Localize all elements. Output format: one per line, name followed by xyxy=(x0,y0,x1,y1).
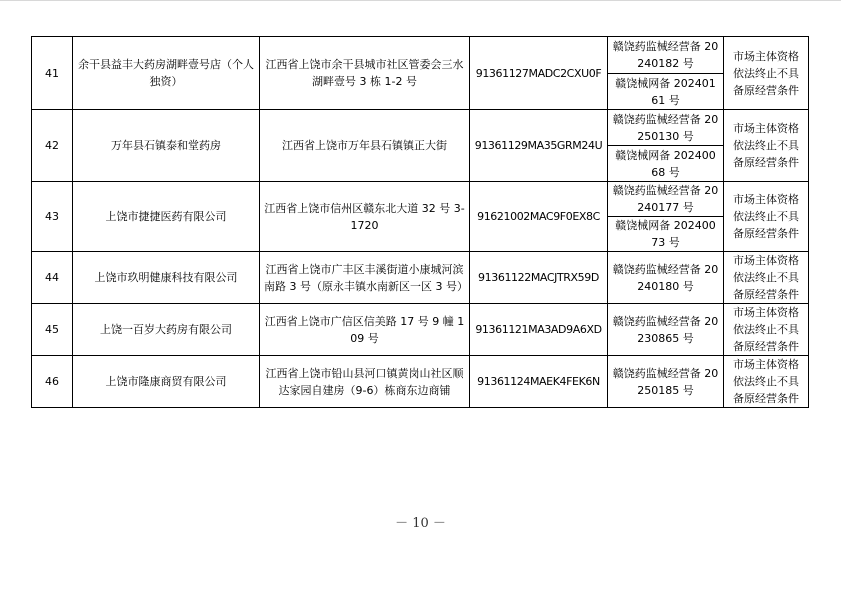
license-number: 赣饶药监械经营备 20240177 号 xyxy=(608,182,724,217)
table-row xyxy=(32,356,809,408)
row-number: 45 xyxy=(32,304,73,356)
company-address: 江西省上饶市铅山县河口镇黄岗山社区顺达家园自建房（9-6）栋商东边商铺 xyxy=(260,356,470,408)
row-number: 46 xyxy=(32,356,73,408)
credit-code: 91361129MA35GRM24U xyxy=(470,110,608,182)
company-name: 上饶市捷捷医药有限公司 xyxy=(73,182,260,252)
company-name: 上饶市隆康商贸有限公司 xyxy=(73,356,260,408)
company-name: 余干县益丰大药房湖畔壹号店（个人独资） xyxy=(73,37,260,110)
company-address: 江西省上饶市余干县城市社区管委会三水湖畔壹号 3 栋 1-2 号 xyxy=(260,37,470,110)
company-name: 上饶一百岁大药房有限公司 xyxy=(73,304,260,356)
company-address: 江西省上饶市广丰区丰溪街道小康城河滨南路 3 号（原永丰镇水南新区一区 3 号） xyxy=(260,252,470,304)
row-number: 44 xyxy=(32,252,73,304)
cancellation-reason: 市场主体资格依法终止不具备原经营条件 xyxy=(724,304,809,356)
table-row xyxy=(32,37,809,74)
credit-code: 91361127MADC2CXU0F xyxy=(470,37,608,110)
company-address: 江西省上饶市信州区赣东北大道 32 号 3-1720 xyxy=(260,182,470,252)
table-row xyxy=(32,304,809,356)
license-number: 赣饶械网备 20240161 号 xyxy=(608,74,724,110)
records-table xyxy=(31,36,809,408)
credit-code: 91621002MAC9F0EX8C xyxy=(470,182,608,252)
license-number: 赣饶药监械经营备 20250130 号 xyxy=(608,110,724,146)
row-number: 43 xyxy=(32,182,73,252)
license-number: 赣饶械网备 20240068 号 xyxy=(608,146,724,182)
license-number: 赣饶药监械经营备 20240180 号 xyxy=(608,252,724,304)
credit-code: 91361122MACJTRX59D xyxy=(470,252,608,304)
license-number: 赣饶药监械经营备 20230865 号 xyxy=(608,304,724,356)
cancellation-reason: 市场主体资格依法终止不具备原经营条件 xyxy=(724,182,809,252)
page-number: － 10 － xyxy=(395,516,446,531)
cancellation-reason: 市场主体资格依法终止不具备原经营条件 xyxy=(724,356,809,408)
license-number: 赣饶药监械经营备 20250185 号 xyxy=(608,356,724,408)
cancellation-reason: 市场主体资格依法终止不具备原经营条件 xyxy=(724,252,809,304)
credit-code: 91361121MA3AD9A6XD xyxy=(470,304,608,356)
table-row xyxy=(32,252,809,304)
credit-code: 91361124MAEK4FEK6N xyxy=(470,356,608,408)
company-address: 江西省上饶市万年县石镇镇正大街 xyxy=(260,110,470,182)
table-row xyxy=(32,182,809,217)
table-row xyxy=(32,110,809,146)
license-number: 赣饶药监械经营备 20240182 号 xyxy=(608,37,724,74)
license-number: 赣饶械网备 20240073 号 xyxy=(608,217,724,252)
cancellation-reason: 市场主体资格依法终止不具备原经营条件 xyxy=(724,110,809,182)
page-top-rule xyxy=(0,0,841,1)
records-table-body xyxy=(32,37,809,408)
row-number: 42 xyxy=(32,110,73,182)
company-name: 上饶市玖明健康科技有限公司 xyxy=(73,252,260,304)
row-number: 41 xyxy=(32,37,73,110)
cancellation-reason: 市场主体资格依法终止不具备原经营条件 xyxy=(724,37,809,110)
company-name: 万年县石镇泰和堂药房 xyxy=(73,110,260,182)
company-address: 江西省上饶市广信区信美路 17 号 9 幢 109 号 xyxy=(260,304,470,356)
